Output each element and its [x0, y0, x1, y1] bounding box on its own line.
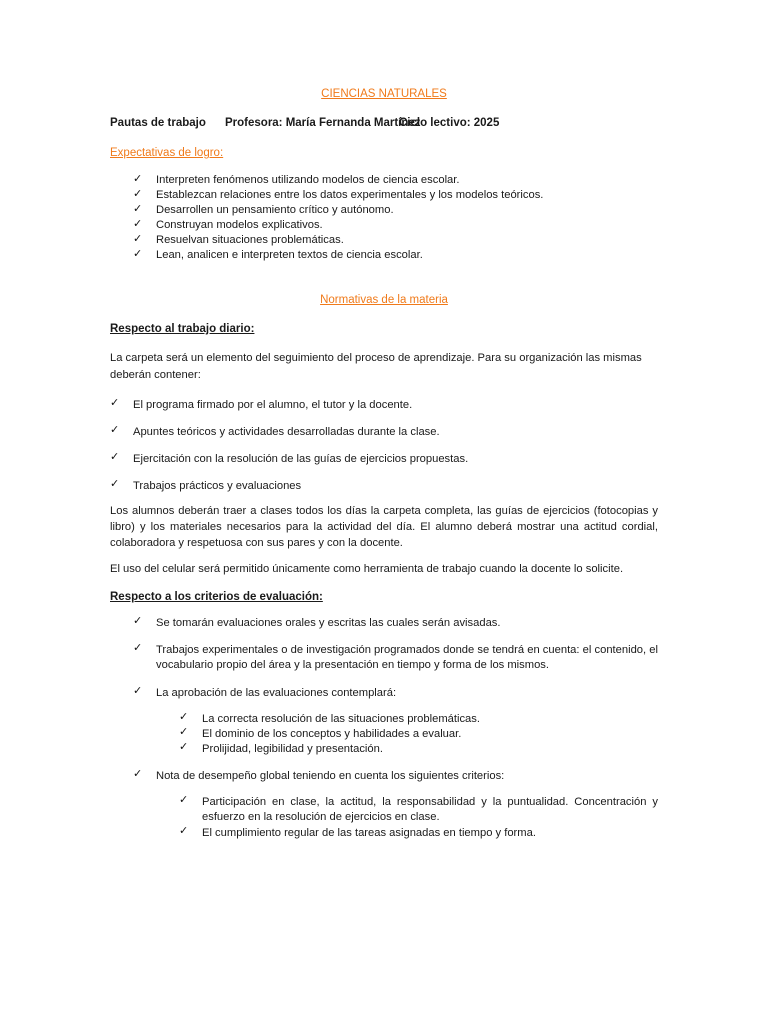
- check-icon: ✓: [133, 203, 143, 215]
- list-item: La correcta resolución de las situaciones problemáticas.: [202, 713, 480, 725]
- daily-paragraph-2: El uso del celular será permitido únicamente como herramienta de trabajo cuando la docente lo solicite.: [110, 563, 624, 575]
- check-icon: ✓: [179, 825, 189, 837]
- evaluation-subitem: El cumplimiento regular de las tareas asignadas en tiempo y forma.: [202, 827, 536, 839]
- list-item: Lean, analicen e interpreten textos de ciencia escolar.: [156, 249, 423, 261]
- check-icon: ✓: [110, 397, 120, 409]
- school-year: Ciclo lectivo: 2025: [399, 117, 500, 129]
- evaluation-item-2: Trabajos experimentales o de investigación programados donde se tendrá en cuenta: el contenido, el vocabulario propio del área y la presentación en tiempo y forma de los mismos.: [156, 644, 658, 671]
- check-icon: ✓: [110, 424, 120, 436]
- check-icon: ✓: [133, 248, 143, 260]
- check-icon: ✓: [179, 711, 189, 723]
- evaluation-heading: Respecto a los criterios de evaluación:: [110, 591, 323, 603]
- daily-work-heading: Respecto al trabajo diario:: [110, 323, 255, 335]
- list-item: El programa firmado por el alumno, el tutor y la docente.: [133, 399, 413, 411]
- check-icon: ✓: [133, 233, 143, 245]
- check-icon: ✓: [133, 642, 143, 654]
- teacher-name: Profesora: María Fernanda Martínez: [225, 117, 421, 129]
- daily-intro-line1: La carpeta será un elemento del seguimiento del proceso de aprendizaje. Para su organización las mismas: [110, 352, 642, 364]
- evaluation-item-3: La aprobación de las evaluaciones contemplará:: [156, 687, 397, 699]
- check-icon: ✓: [133, 218, 143, 230]
- list-item: Resuelvan situaciones problemáticas.: [156, 234, 344, 246]
- list-item: Interpreten fenómenos utilizando modelos de ciencia escolar.: [156, 174, 460, 186]
- expectations-heading: Expectativas de logro:: [110, 147, 224, 159]
- list-item: El dominio de los conceptos y habilidades a evaluar.: [202, 728, 462, 740]
- evaluation-item-1: Se tomarán evaluaciones orales y escritas las cuales serán avisadas.: [156, 617, 501, 629]
- document-title: CIENCIAS NATURALES: [321, 88, 447, 100]
- list-item: Trabajos prácticos y evaluaciones: [133, 480, 302, 492]
- daily-paragraph-1: Los alumnos deberán traer a clases todos los días la carpeta completa, las guías de ejercicios (fotocopias y libro) y los materiales necesarios para la actividad del día. El alumno deberá mostrar una actitud cordial, colaboradora y respetuosa con sus pares y con la docente.: [110, 505, 658, 549]
- list-item: Prolijidad, legibilidad y presentación.: [202, 743, 383, 755]
- check-icon: ✓: [179, 741, 189, 753]
- check-icon: ✓: [133, 615, 143, 627]
- check-icon: ✓: [133, 188, 143, 200]
- check-icon: ✓: [179, 726, 189, 738]
- check-icon: ✓: [179, 794, 189, 806]
- check-icon: ✓: [133, 685, 143, 697]
- list-item: Apuntes teóricos y actividades desarrolladas durante la clase.: [133, 426, 440, 438]
- list-item: Desarrollen un pensamiento crítico y autónomo.: [156, 204, 394, 216]
- list-item: Construyan modelos explicativos.: [156, 219, 323, 231]
- daily-intro-line2: deberán contener:: [110, 369, 201, 381]
- check-icon: ✓: [133, 768, 143, 780]
- list-item: Establezcan relaciones entre los datos experimentales y los modelos teóricos.: [156, 189, 544, 201]
- norms-heading: Normativas de la materia: [320, 294, 448, 306]
- check-icon: ✓: [110, 478, 120, 490]
- check-icon: ✓: [110, 451, 120, 463]
- evaluation-subitem: Participación en clase, la actitud, la responsabilidad y la puntualidad. Concentración y esfuerzo en la resolución de ejercicios en clase.: [202, 796, 658, 823]
- check-icon: ✓: [133, 173, 143, 185]
- header-label: Pautas de trabajo: [110, 117, 206, 129]
- evaluation-item-4: Nota de desempeño global teniendo en cuenta los siguientes criterios:: [156, 770, 505, 782]
- list-item: Ejercitación con la resolución de las guías de ejercicios propuestas.: [133, 453, 469, 465]
